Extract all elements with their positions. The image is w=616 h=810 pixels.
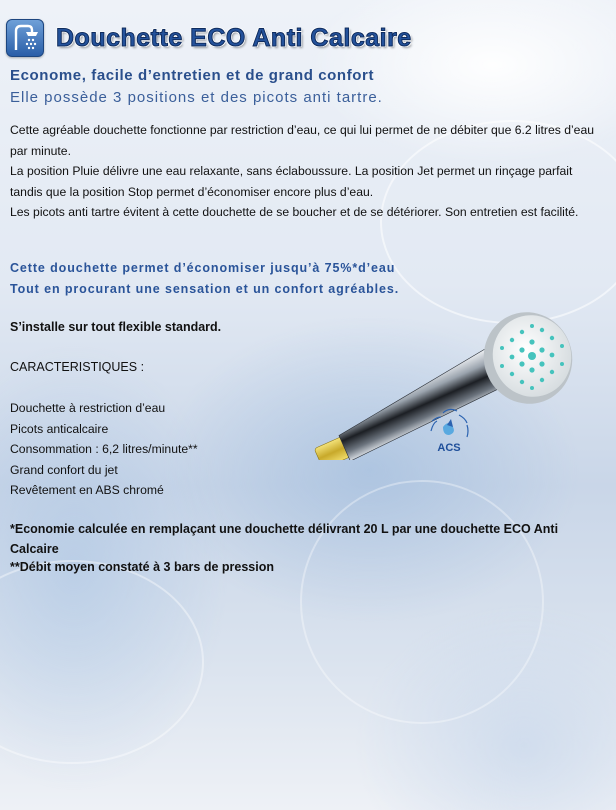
footnote-flow: **Débit moyen constaté à 3 bars de pression — [10, 560, 274, 574]
subheading-primary: Econome, facile d’entretien et de grand confort — [10, 67, 375, 84]
background-swirl — [0, 560, 204, 764]
acs-logo-label: ACS — [437, 442, 461, 454]
acs-certification-logo — [423, 405, 475, 457]
footnote-economy: *Economie calculée en remplaçant une douchette délivrant 20 L par une douchette ECO Anti Calcaire — [10, 522, 559, 556]
description-paragraph: Les picots anti tartre évitent à cette douchette de se boucher et de se détériorer. Son entretien est facilité. — [10, 205, 579, 219]
economy-claim: Cette douchette permet d’économiser jusqu’à 75%*d’eau — [10, 261, 396, 275]
install-note: S’installe sur tout flexible standard. — [10, 320, 222, 334]
page-title: Douchette ECO Anti Calcaire — [56, 23, 412, 52]
page-header — [6, 18, 412, 58]
list-item: Picots anticalcaire — [10, 421, 109, 436]
description-paragraph: La position Pluie délivre une eau relaxante, sans éclaboussure. La position Jet permet un rinçage parfait tandis que la position Stop permet d’économiser encore plus d’eau. — [10, 164, 573, 199]
characteristics-title: CARACTERISTIQUES : — [10, 360, 145, 374]
shower-icon — [6, 19, 44, 57]
economy-comfort: Tout en procurant une sensation et un confort agréables. — [10, 282, 400, 296]
subheading-secondary: Elle possède 3 positions et des picots anti tartre. — [10, 89, 383, 106]
list-item: Consommation : 6,2 litres/minute** — [10, 442, 198, 456]
list-item: Grand confort du jet — [10, 462, 118, 477]
description — [10, 120, 600, 223]
background-swirl — [300, 480, 544, 724]
description-paragraph: Cette agréable douchette fonctionne par restriction d’eau, ce qui lui permet de ne débiter que 6.2 litres d’eau par minute. — [10, 123, 595, 158]
characteristics-list — [10, 398, 198, 501]
list-item: Douchette à restriction d’eau — [10, 401, 166, 415]
list-item: Revêtement en ABS chromé — [10, 483, 164, 497]
